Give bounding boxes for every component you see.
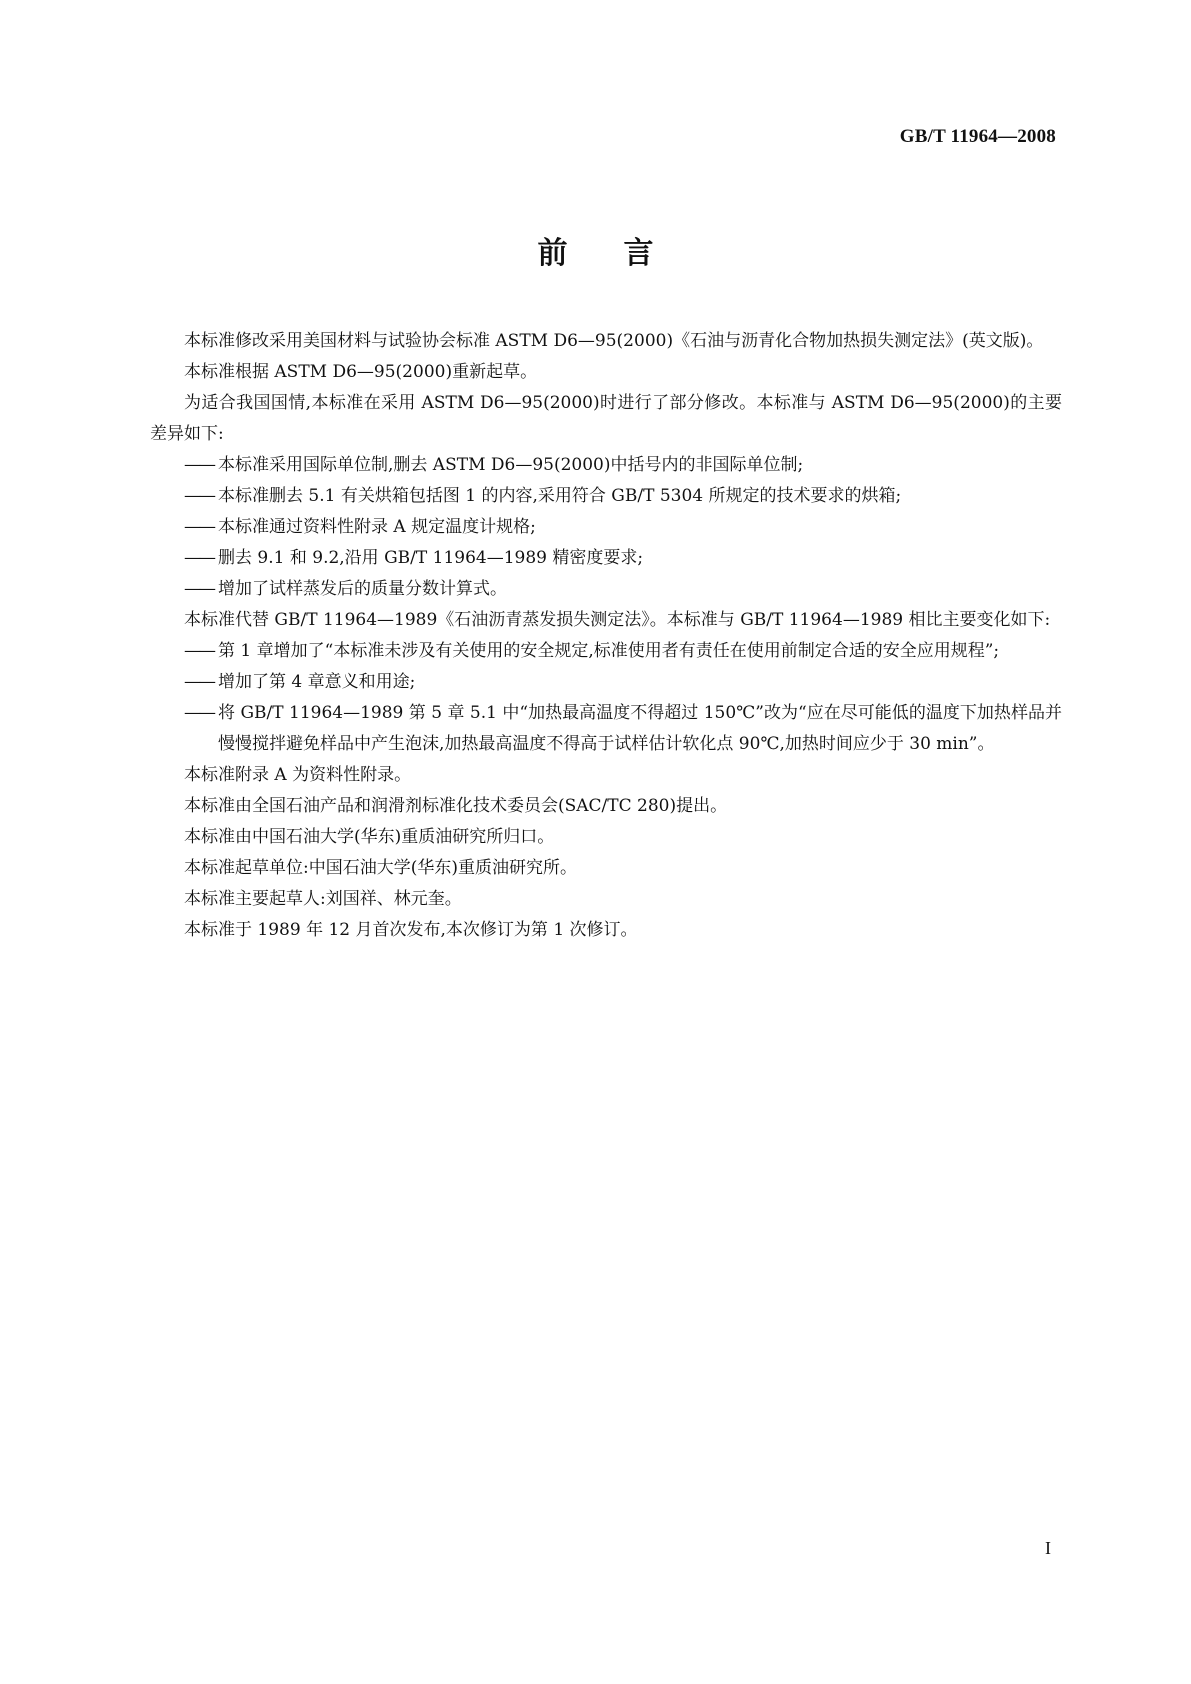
list-item-text: 本标准采用国际单位制,删去 ASTM D6—95(2000)中括号内的非国际单位制; xyxy=(218,455,804,475)
list-item-text: 本标准通过资料性附录 A 规定温度计规格; xyxy=(218,517,536,537)
paragraph: 本标准代替 GB/T 11964—1989《石油沥青蒸发损失测定法》。本标准与 GB/T 11964—1989 相比主要变化如下: xyxy=(184,610,1051,630)
list-dash: —— xyxy=(184,517,214,537)
list-dash: —— xyxy=(184,548,214,568)
paragraph: 本标准修改采用美国材料与试验协会标准 ASTM D6—95(2000)《石油与沥青化合物加热损失测定法》(英文版)。 xyxy=(184,331,1044,351)
paragraph: 本标准附录 A 为资料性附录。 xyxy=(184,765,412,785)
list-item-text: 本标准删去 5.1 有关烘箱包括图 1 的内容,采用符合 GB/T 5304 所规定的技术要求的烘箱; xyxy=(218,486,902,506)
list-item xyxy=(150,636,1062,667)
list-item xyxy=(150,667,1062,698)
list-item xyxy=(150,543,1062,574)
list-item-text: 删去 9.1 和 9.2,沿用 GB/T 11964—1989 精密度要求; xyxy=(218,548,644,568)
paragraph: 本标准根据 ASTM D6—95(2000)重新起草。 xyxy=(184,362,538,382)
list-dash: —— xyxy=(184,672,214,692)
page-number: I xyxy=(1045,1538,1051,1558)
paragraph: 本标准主要起草人:刘国祥、林元奎。 xyxy=(184,889,462,909)
paragraph: 本标准于 1989 年 12 月首次发布,本次修订为第 1 次修订。 xyxy=(184,920,638,940)
list-item-text: 增加了第 4 章意义和用途; xyxy=(218,672,416,692)
list-dash: —— xyxy=(184,486,214,506)
list-item xyxy=(150,512,1062,543)
list-dash: —— xyxy=(184,641,214,661)
list-item xyxy=(150,450,1062,481)
paragraph: 本标准由全国石油产品和润滑剂标准化技术委员会(SAC/TC 280)提出。 xyxy=(184,796,728,816)
paragraph: 本标准由中国石油大学(华东)重质油研究所归口。 xyxy=(184,827,555,847)
list-item xyxy=(150,574,1062,605)
list-dash: —— xyxy=(184,579,214,599)
list-item-text: 将 GB/T 11964—1989 第 5 章 5.1 中“加热最高温度不得超过 150℃”改为“应在尽可能低的温度下加热样品并慢慢搅拌避免样品中产生泡沫,加热最高温度不得高于试样估计软化点 90℃,加热时间应少于 30 min”。 xyxy=(218,703,1062,754)
list-dash: —— xyxy=(184,455,214,475)
foreword-body xyxy=(150,326,1062,946)
paragraph: 本标准起草单位:中国石油大学(华东)重质油研究所。 xyxy=(184,858,577,878)
list-item-text: 第 1 章增加了“本标准未涉及有关使用的安全规定,标准使用者有责任在使用前制定合适的安全应用规程”; xyxy=(218,641,1000,661)
list-item xyxy=(150,698,1062,760)
standard-code: GB/T 11964—2008 xyxy=(899,126,1056,147)
paragraph: 为适合我国国情,本标准在采用 ASTM D6—95(2000)时进行了部分修改。本标准与 ASTM D6—95(2000)的主要差异如下: xyxy=(150,393,1062,444)
list-dash: —— xyxy=(184,703,214,723)
list-item xyxy=(150,481,1062,512)
list-item-text: 增加了试样蒸发后的质量分数计算式。 xyxy=(218,579,507,599)
page-title: 前言 xyxy=(537,236,710,271)
